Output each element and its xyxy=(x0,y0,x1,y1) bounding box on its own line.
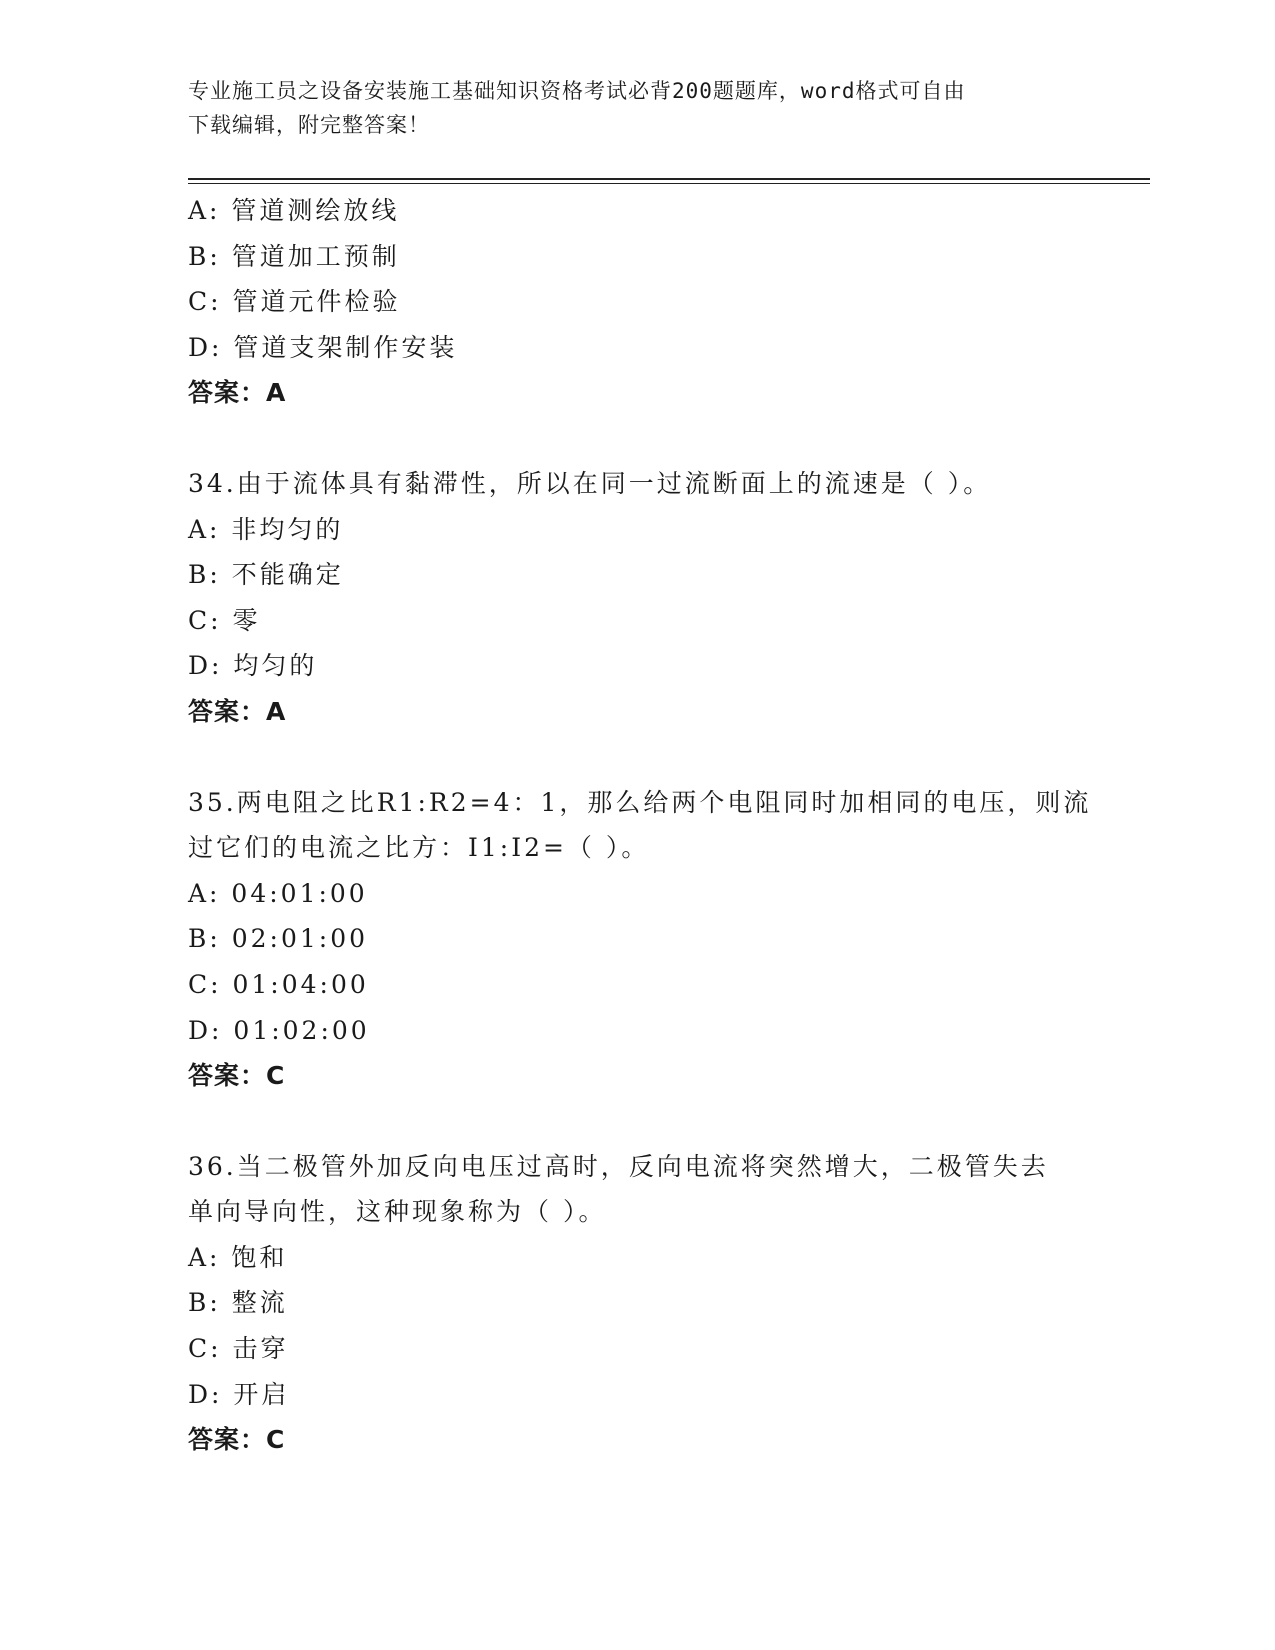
option-d: D: 01:02:00 xyxy=(188,1015,370,1045)
option-b: B: 整流 xyxy=(188,1288,288,1318)
spacer xyxy=(188,1099,1088,1144)
option-d: D: 开启 xyxy=(188,1379,290,1409)
option-c: C: 击穿 xyxy=(188,1334,289,1364)
spacer xyxy=(188,735,1088,780)
answer-line: 答案：A xyxy=(188,696,287,726)
answer-line: 答案：A xyxy=(188,378,287,408)
option-d: D: 均匀的 xyxy=(188,651,318,681)
option-c: C: 管道元件检验 xyxy=(188,287,401,317)
option-d: D: 管道支架制作安装 xyxy=(188,332,458,362)
answer-line: 答案：C xyxy=(188,1061,286,1091)
answer-line: 答案：C xyxy=(188,1425,286,1455)
option-a: A: 饱和 xyxy=(188,1242,288,1272)
header-divider-thin xyxy=(188,183,1150,184)
option-b: B: 不能确定 xyxy=(188,560,344,590)
option-a: A: 管道测绘放线 xyxy=(188,196,400,225)
option-b: B: 02:01:00 xyxy=(188,924,369,954)
question-block-36 xyxy=(188,1144,1088,1463)
question-stem-line-2: 单向导向性，这种现象称为（ ）。 xyxy=(188,1197,607,1227)
question-stem-line-1: 35.两电阻之比R1:R2=4：1，那么给两个电阻同时加相同的电压，则流 xyxy=(188,787,1092,817)
question-stem-line-2: 过它们的电流之比方：I1:I2=（ ）。 xyxy=(188,833,650,863)
option-a: A: 04:01:00 xyxy=(188,878,368,908)
question-stem: 34.由于流体具有黏滞性，所以在同一过流断面上的流速是（ ）。 xyxy=(188,468,992,498)
option-a: A: 非均匀的 xyxy=(188,514,344,544)
header-line-1: 专业施工员之设备安装施工基础知识资格考试必背200题题库，word格式可自由 xyxy=(188,79,966,103)
option-c: C: 零 xyxy=(188,605,261,635)
question-block-35 xyxy=(188,780,1092,1099)
header-divider-thick xyxy=(188,178,1150,180)
question-block-34 xyxy=(188,461,1088,735)
question-stem-line-1: 36.当二极管外加反向电压过高时，反向电流将突然增大，二极管失去 xyxy=(188,1151,1049,1181)
question-block-33 xyxy=(188,188,1088,416)
spacer xyxy=(188,416,1088,461)
header-line-2: 下载编辑，附完整答案！ xyxy=(188,113,430,137)
option-c: C: 01:04:00 xyxy=(188,969,369,999)
document-header xyxy=(188,74,1088,142)
option-b: B: 管道加工预制 xyxy=(188,241,400,271)
question-list xyxy=(188,188,1092,1463)
